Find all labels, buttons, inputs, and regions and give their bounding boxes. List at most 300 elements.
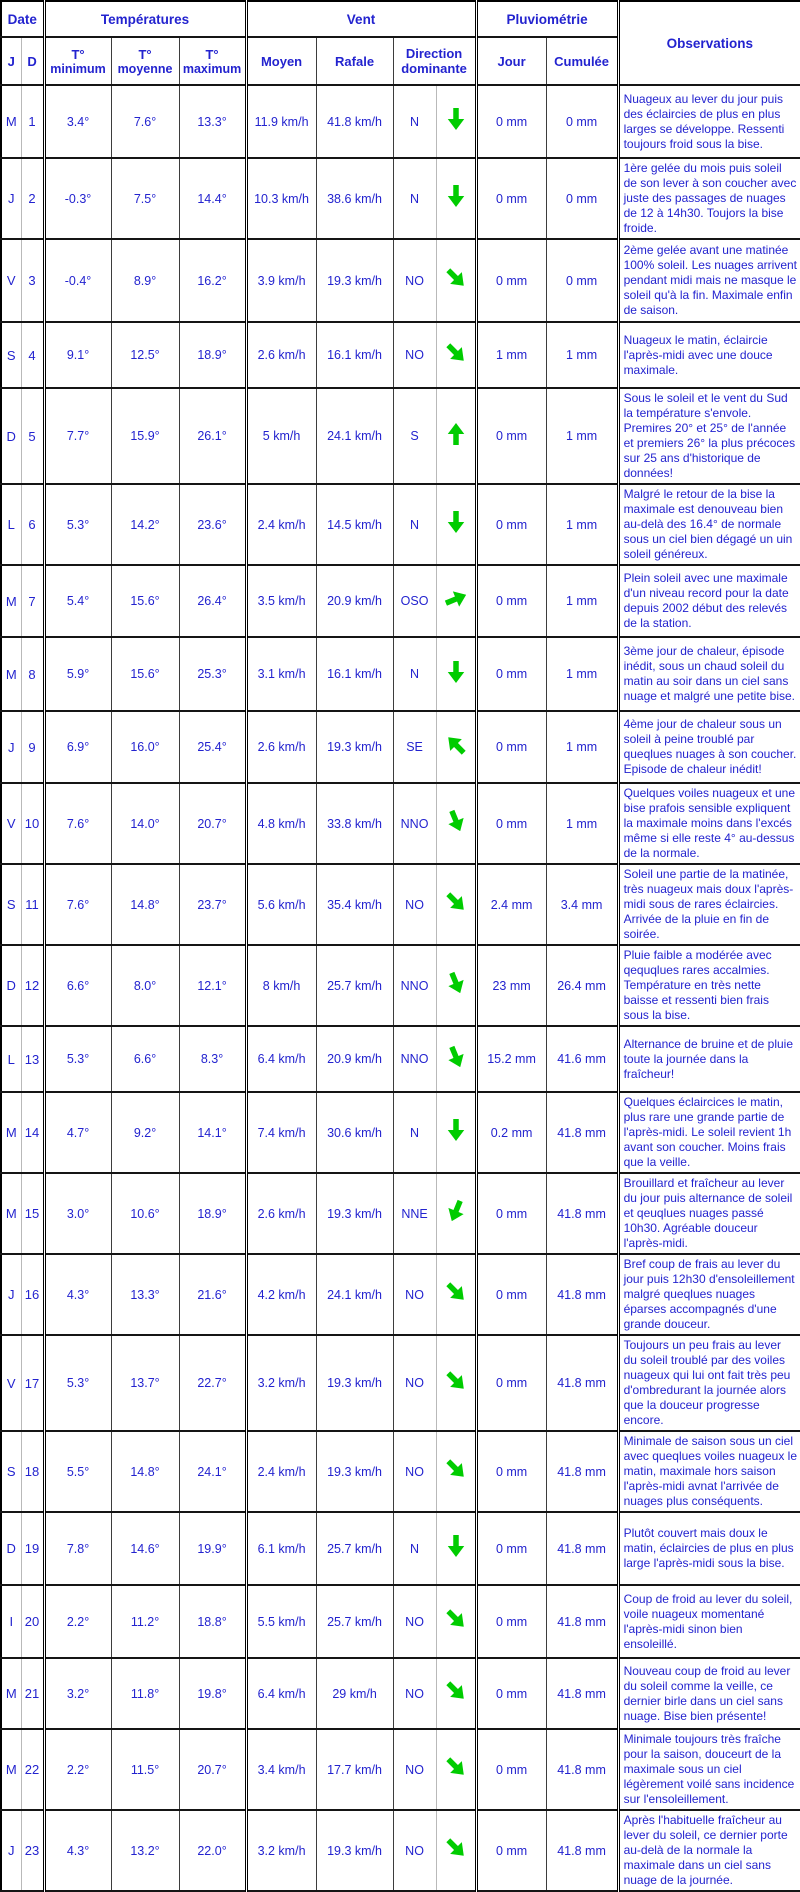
wind-direction-cell: NO	[393, 1585, 436, 1658]
header-temp-max	[179, 37, 246, 85]
rain-day-cell: 0 mm	[476, 565, 546, 637]
temp-min-cell: 6.6°	[44, 945, 111, 1026]
day-number-cell: 2	[21, 158, 44, 239]
table-row	[1, 1335, 800, 1431]
wind-gust-cell: 20.9 km/h	[316, 1026, 393, 1092]
day-letter-cell: M	[1, 565, 21, 637]
rain-cumul-cell: 1 mm	[546, 484, 618, 565]
temp-max-cell: 13.3°	[179, 85, 246, 158]
day-number-cell: 1	[21, 85, 44, 158]
wind-arrow-cell	[436, 1658, 476, 1729]
day-letter-cell: M	[1, 1092, 21, 1173]
wind-avg-cell: 8 km/h	[246, 945, 316, 1026]
temp-min-cell: 7.7°	[44, 388, 111, 484]
wind-direction-cell: NO	[393, 1335, 436, 1431]
header-wind-direction-line1: Direction	[405, 46, 463, 61]
temp-min-cell: 5.3°	[44, 1335, 111, 1431]
table-row	[1, 85, 800, 158]
table-row	[1, 1173, 800, 1254]
day-number-cell: 14	[21, 1092, 44, 1173]
observations-cell: Sous le soleil et le vent du Sud la température s'envole. Premires 20° et 25° de l'année et premiers 26° la plus précoces sur 25 ans d'historique de données!	[618, 388, 800, 484]
temp-moy-cell: 7.5°	[111, 158, 179, 239]
observations-cell: Malgré le retour de la bise la maximale est denouveau bien au-delà des 16.4° de normale sous un ciel bien dégagé un uin soleil généreux.	[618, 484, 800, 565]
day-number-cell: 18	[21, 1431, 44, 1512]
wind-direction-arrow-icon	[445, 511, 467, 533]
wind-direction-arrow-icon	[440, 1603, 471, 1634]
rain-cumul-cell: 1 mm	[546, 322, 618, 388]
day-number-cell: 23	[21, 1810, 44, 1891]
rain-day-cell: 0 mm	[476, 1512, 546, 1585]
wind-arrow-cell	[436, 1512, 476, 1585]
wind-avg-cell: 3.2 km/h	[246, 1335, 316, 1431]
wind-arrow-cell	[436, 945, 476, 1026]
wind-arrow-cell	[436, 783, 476, 864]
rain-day-cell: 0 mm	[476, 158, 546, 239]
day-letter-cell: J	[1, 1254, 21, 1335]
day-number-cell: 16	[21, 1254, 44, 1335]
table-row	[1, 1729, 800, 1810]
header-wind-avg: Moyen	[246, 37, 316, 85]
day-letter-cell: J	[1, 711, 21, 783]
rain-day-cell: 0 mm	[476, 1431, 546, 1512]
observations-cell: 4ème jour de chaleur sous un soleil à peine troublé par queqlues nuages à son coucher. Episode de chaleur inédit!	[618, 711, 800, 783]
temp-max-cell: 18.9°	[179, 1173, 246, 1254]
day-letter-cell: V	[1, 783, 21, 864]
wind-arrow-cell	[436, 1173, 476, 1254]
day-number-cell: 13	[21, 1026, 44, 1092]
wind-direction-cell: NO	[393, 1254, 436, 1335]
day-number-cell: 11	[21, 864, 44, 945]
day-letter-cell: I	[1, 1585, 21, 1658]
wind-avg-cell: 3.9 km/h	[246, 239, 316, 322]
rain-cumul-cell: 41.8 mm	[546, 1254, 618, 1335]
wind-arrow-cell	[436, 1431, 476, 1512]
rain-cumul-cell: 0 mm	[546, 85, 618, 158]
observations-cell: Alternance de bruine et de pluie toute la journée dans la fraîcheur!	[618, 1026, 800, 1092]
header-wind-direction	[393, 37, 476, 85]
wind-direction-arrow-icon	[440, 1276, 471, 1307]
observations-cell: Nuageux le matin, éclaircie l'après-midi avec une douce maximale.	[618, 322, 800, 388]
header-temperatures-group: Températures	[44, 1, 246, 37]
wind-direction-cell: N	[393, 1512, 436, 1585]
temp-moy-cell: 8.0°	[111, 945, 179, 1026]
wind-direction-cell: OSO	[393, 565, 436, 637]
temp-max-cell: 12.1°	[179, 945, 246, 1026]
wind-gust-cell: 41.8 km/h	[316, 85, 393, 158]
wind-avg-cell: 2.6 km/h	[246, 322, 316, 388]
rain-cumul-cell: 41.8 mm	[546, 1335, 618, 1431]
table-row	[1, 1026, 800, 1092]
temp-moy-cell: 15.6°	[111, 637, 179, 711]
observations-cell: Pluie faible a modérée avec qequqlues rares accalmies. Température en très nette baisse et ressenti bien frais sous la bise.	[618, 945, 800, 1026]
wind-direction-cell: NO	[393, 1431, 436, 1512]
wind-gust-cell: 30.6 km/h	[316, 1092, 393, 1173]
wind-direction-arrow-icon	[440, 337, 471, 368]
header-temp-min-line1: T°	[71, 46, 85, 62]
rain-day-cell: 0 mm	[476, 1729, 546, 1810]
wind-direction-arrow-icon	[440, 1365, 471, 1396]
temp-max-cell: 26.1°	[179, 388, 246, 484]
rain-day-cell: 0 mm	[476, 239, 546, 322]
observations-cell: Coup de froid au lever du soleil, voile nuageux momentané l'après-midi sinon bien ensoleillé.	[618, 1585, 800, 1658]
observations-cell: 2ème gelée avant une matinée 100% soleil. Les nuages arrivent pendant midi mais ne masque le soleil qu'à la fin. Maximale enfin de saison.	[618, 239, 800, 322]
header-rain-cumul: Cumulée	[546, 37, 618, 85]
table-row	[1, 945, 800, 1026]
day-letter-cell: J	[1, 1810, 21, 1891]
day-number-cell: 12	[21, 945, 44, 1026]
observations-cell: Plutôt couvert mais doux le matin, éclaircies de plus en plus large l'après-midi sous la bise.	[618, 1512, 800, 1585]
temp-max-cell: 19.8°	[179, 1658, 246, 1729]
temp-min-cell: 5.4°	[44, 565, 111, 637]
rain-day-cell: 0 mm	[476, 1173, 546, 1254]
temp-min-cell: -0.4°	[44, 239, 111, 322]
wind-arrow-cell	[436, 1729, 476, 1810]
wind-gust-cell: 19.3 km/h	[316, 1810, 393, 1891]
table-row	[1, 711, 800, 783]
day-letter-cell: S	[1, 864, 21, 945]
header-temp-moy	[111, 37, 179, 85]
wind-arrow-cell	[436, 388, 476, 484]
wind-gust-cell: 19.3 km/h	[316, 711, 393, 783]
wind-gust-cell: 38.6 km/h	[316, 158, 393, 239]
wind-arrow-cell	[436, 158, 476, 239]
header-temp-max-line1: T°	[205, 46, 219, 62]
temp-max-cell: 20.7°	[179, 783, 246, 864]
day-letter-cell: V	[1, 239, 21, 322]
wind-arrow-cell	[436, 637, 476, 711]
observations-cell: Plein soleil avec une maximale d'un niveau record pour la date depuis 2002 début des relevés de la station.	[618, 565, 800, 637]
rain-cumul-cell: 41.8 mm	[546, 1512, 618, 1585]
observations-cell: Nouveau coup de froid au lever du soleil comme la veille, ce dernier birle dans un ciel sans nuage. Bise bien présente!	[618, 1658, 800, 1729]
table-row	[1, 322, 800, 388]
temp-moy-cell: 12.5°	[111, 322, 179, 388]
temp-moy-cell: 8.9°	[111, 239, 179, 322]
temp-max-cell: 22.7°	[179, 1335, 246, 1431]
observations-cell: Après l'habituelle fraîcheur au lever du soleil, ce dernier porte au-delà de la normale la maximale dans un ciel sans nuage de la journée.	[618, 1810, 800, 1891]
rain-cumul-cell: 41.8 mm	[546, 1658, 618, 1729]
temp-max-cell: 22.0°	[179, 1810, 246, 1891]
wind-arrow-cell	[436, 1254, 476, 1335]
wind-direction-arrow-icon	[441, 969, 470, 998]
observations-cell: Quelques voiles nuageux et une bise prafois sensible expliquent la maximale moins dans l'excés même si elle reste 4° au-dessus de la normale.	[618, 783, 800, 864]
day-letter-cell: M	[1, 85, 21, 158]
header-wind-gust: Rafale	[316, 37, 393, 85]
day-letter-cell: L	[1, 1026, 21, 1092]
wind-avg-cell: 2.6 km/h	[246, 711, 316, 783]
temp-max-cell: 26.4°	[179, 565, 246, 637]
temp-moy-cell: 11.2°	[111, 1585, 179, 1658]
table-row	[1, 1431, 800, 1512]
wind-arrow-cell	[436, 1335, 476, 1431]
wind-direction-arrow-icon	[441, 1042, 470, 1071]
temp-moy-cell: 13.3°	[111, 1254, 179, 1335]
rain-day-cell: 0 mm	[476, 1335, 546, 1431]
temp-max-cell: 8.3°	[179, 1026, 246, 1092]
weather-table-body	[1, 85, 800, 1891]
temp-max-cell: 23.7°	[179, 864, 246, 945]
wind-arrow-cell	[436, 1026, 476, 1092]
day-number-cell: 9	[21, 711, 44, 783]
wind-direction-arrow-icon	[445, 1535, 467, 1557]
temp-moy-cell: 14.6°	[111, 1512, 179, 1585]
temp-min-cell: 7.6°	[44, 864, 111, 945]
wind-gust-cell: 19.3 km/h	[316, 1431, 393, 1512]
day-letter-cell: D	[1, 945, 21, 1026]
wind-direction-arrow-icon	[440, 1751, 471, 1782]
table-row	[1, 565, 800, 637]
wind-direction-cell: N	[393, 158, 436, 239]
temp-min-cell: 4.7°	[44, 1092, 111, 1173]
temp-moy-cell: 14.8°	[111, 864, 179, 945]
wind-avg-cell: 4.8 km/h	[246, 783, 316, 864]
observations-cell: 3ème jour de chaleur, épisode inédit, sous un chaud soleil du matin au soir dans un ciel sans nuage et malgré une petite bise.	[618, 637, 800, 711]
rain-day-cell: 23 mm	[476, 945, 546, 1026]
wind-arrow-cell	[436, 1585, 476, 1658]
day-letter-cell: D	[1, 388, 21, 484]
temp-max-cell: 24.1°	[179, 1431, 246, 1512]
rain-cumul-cell: 41.8 mm	[546, 1173, 618, 1254]
wind-direction-arrow-icon	[440, 1453, 471, 1484]
day-number-cell: 15	[21, 1173, 44, 1254]
rain-day-cell: 0 mm	[476, 388, 546, 484]
wind-direction-cell: NNO	[393, 783, 436, 864]
wind-direction-arrow-icon	[440, 1832, 471, 1863]
wind-avg-cell: 6.4 km/h	[246, 1658, 316, 1729]
rain-cumul-cell: 1 mm	[546, 565, 618, 637]
rain-day-cell: 1 mm	[476, 322, 546, 388]
day-number-cell: 4	[21, 322, 44, 388]
wind-avg-cell: 6.4 km/h	[246, 1026, 316, 1092]
rain-day-cell: 0 mm	[476, 85, 546, 158]
table-header	[1, 1, 800, 85]
day-number-cell: 17	[21, 1335, 44, 1431]
temp-min-cell: -0.3°	[44, 158, 111, 239]
temp-moy-cell: 14.0°	[111, 783, 179, 864]
observations-cell: 1ère gelée du mois puis soleil de son lever à son coucher avec juste des passages de nuages de 12 à 14h30. Toujors la bise froide.	[618, 158, 800, 239]
temp-max-cell: 19.9°	[179, 1512, 246, 1585]
temp-min-cell: 4.3°	[44, 1810, 111, 1891]
wind-avg-cell: 5 km/h	[246, 388, 316, 484]
wind-direction-cell: NO	[393, 864, 436, 945]
wind-gust-cell: 25.7 km/h	[316, 945, 393, 1026]
rain-day-cell: 0 mm	[476, 1658, 546, 1729]
day-number-cell: 22	[21, 1729, 44, 1810]
observations-cell: Nuageux au lever du jour puis des éclaircies de plus en plus larges se développe. Ressenti toujours froid sous la bise.	[618, 85, 800, 158]
wind-arrow-cell	[436, 565, 476, 637]
wind-direction-arrow-icon	[440, 1675, 471, 1706]
table-row	[1, 1585, 800, 1658]
wind-gust-cell: 17.7 km/h	[316, 1729, 393, 1810]
table-row	[1, 1810, 800, 1891]
wind-arrow-cell	[436, 864, 476, 945]
wind-direction-cell: NO	[393, 1658, 436, 1729]
wind-arrow-cell	[436, 85, 476, 158]
rain-day-cell: 0 mm	[476, 783, 546, 864]
rain-day-cell: 0 mm	[476, 484, 546, 565]
header-temp-min-line2: minimum	[50, 61, 106, 76]
day-number-cell: 10	[21, 783, 44, 864]
header-vent-group: Vent	[246, 1, 476, 37]
wind-arrow-cell	[436, 239, 476, 322]
day-letter-cell: J	[1, 158, 21, 239]
temp-min-cell: 6.9°	[44, 711, 111, 783]
temp-max-cell: 14.1°	[179, 1092, 246, 1173]
temp-moy-cell: 10.6°	[111, 1173, 179, 1254]
wind-avg-cell: 2.4 km/h	[246, 484, 316, 565]
observations-cell: Minimale de saison sous un ciel avec queqlues voiles nuageux le matin, maximale hors saison l'après-midi avnat l'arrivée de nuages plus conséquents.	[618, 1431, 800, 1512]
rain-cumul-cell: 26.4 mm	[546, 945, 618, 1026]
wind-gust-cell: 16.1 km/h	[316, 322, 393, 388]
day-number-cell: 5	[21, 388, 44, 484]
temp-min-cell: 3.2°	[44, 1658, 111, 1729]
temp-moy-cell: 15.9°	[111, 388, 179, 484]
header-day-letter: J	[1, 37, 21, 85]
observations-cell: Quelques éclaircices le matin, plus rare une grande partie de l'après-midi. Le soleil revient 1h avant son coucher. Moins frais que la veille.	[618, 1092, 800, 1173]
table-row	[1, 864, 800, 945]
wind-gust-cell: 16.1 km/h	[316, 637, 393, 711]
day-number-cell: 20	[21, 1585, 44, 1658]
wind-direction-arrow-icon	[445, 423, 467, 445]
header-temp-moy-line1: T°	[138, 46, 152, 62]
wind-direction-arrow-icon	[440, 262, 471, 293]
day-letter-cell: V	[1, 1335, 21, 1431]
header-temp-min	[44, 37, 111, 85]
temp-max-cell: 23.6°	[179, 484, 246, 565]
wind-gust-cell: 33.8 km/h	[316, 783, 393, 864]
wind-direction-cell: NNO	[393, 1026, 436, 1092]
wind-avg-cell: 3.2 km/h	[246, 1810, 316, 1891]
temp-min-cell: 2.2°	[44, 1729, 111, 1810]
observations-cell: Brouillard et fraîcheur au lever du jour puis alternance de soleil et qeuqlues nuages passé 10h30. Agréable douceur l'après-midi.	[618, 1173, 800, 1254]
wind-direction-cell: NO	[393, 322, 436, 388]
wind-direction-cell: N	[393, 85, 436, 158]
temp-moy-cell: 9.2°	[111, 1092, 179, 1173]
wind-arrow-cell	[436, 711, 476, 783]
wind-direction-cell: N	[393, 637, 436, 711]
temp-moy-cell: 11.5°	[111, 1729, 179, 1810]
day-letter-cell: M	[1, 1729, 21, 1810]
rain-cumul-cell: 1 mm	[546, 637, 618, 711]
temp-min-cell: 5.3°	[44, 484, 111, 565]
header-temp-max-line2: maximum	[182, 61, 242, 76]
header-date-group: Date	[1, 1, 44, 37]
wind-avg-cell: 2.4 km/h	[246, 1431, 316, 1512]
rain-cumul-cell: 41.8 mm	[546, 1092, 618, 1173]
rain-day-cell: 0 mm	[476, 637, 546, 711]
table-row	[1, 1512, 800, 1585]
observations-cell: Bref coup de frais au lever du jour puis 12h30 d'ensoleillement malgré queqlues nuages éparses accompagnés d'une grande douceur.	[618, 1254, 800, 1335]
header-rain-day: Jour	[476, 37, 546, 85]
rain-cumul-cell: 41.8 mm	[546, 1810, 618, 1891]
table-row	[1, 1254, 800, 1335]
day-letter-cell: S	[1, 1431, 21, 1512]
day-number-cell: 7	[21, 565, 44, 637]
rain-cumul-cell: 1 mm	[546, 711, 618, 783]
temp-max-cell: 20.7°	[179, 1729, 246, 1810]
temp-moy-cell: 6.6°	[111, 1026, 179, 1092]
wind-gust-cell: 20.9 km/h	[316, 565, 393, 637]
table-row	[1, 484, 800, 565]
header-wind-direction-line2: dominante	[401, 61, 467, 76]
wind-direction-arrow-icon	[440, 729, 471, 760]
wind-arrow-cell	[436, 1810, 476, 1891]
wind-avg-cell: 3.4 km/h	[246, 1729, 316, 1810]
temp-max-cell: 25.3°	[179, 637, 246, 711]
wind-direction-cell: SE	[393, 711, 436, 783]
wind-avg-cell: 2.6 km/h	[246, 1173, 316, 1254]
rain-cumul-cell: 1 mm	[546, 783, 618, 864]
header-pluviometrie-group: Pluviométrie	[476, 1, 618, 37]
rain-day-cell: 0.2 mm	[476, 1092, 546, 1173]
table-row	[1, 158, 800, 239]
wind-direction-arrow-icon	[441, 1197, 470, 1226]
wind-gust-cell: 25.7 km/h	[316, 1585, 393, 1658]
rain-cumul-cell: 0 mm	[546, 158, 618, 239]
wind-direction-arrow-icon	[445, 1119, 467, 1141]
temp-max-cell: 21.6°	[179, 1254, 246, 1335]
wind-direction-cell: NO	[393, 1810, 436, 1891]
day-letter-cell: M	[1, 1173, 21, 1254]
wind-direction-cell: S	[393, 388, 436, 484]
wind-gust-cell: 25.7 km/h	[316, 1512, 393, 1585]
wind-direction-cell: NO	[393, 1729, 436, 1810]
rain-cumul-cell: 1 mm	[546, 388, 618, 484]
temp-max-cell: 18.9°	[179, 322, 246, 388]
rain-day-cell: 2.4 mm	[476, 864, 546, 945]
day-letter-cell: M	[1, 1658, 21, 1729]
wind-gust-cell: 19.3 km/h	[316, 1335, 393, 1431]
temp-min-cell: 7.6°	[44, 783, 111, 864]
temp-min-cell: 5.9°	[44, 637, 111, 711]
wind-gust-cell: 19.3 km/h	[316, 239, 393, 322]
day-letter-cell: S	[1, 322, 21, 388]
table-row	[1, 637, 800, 711]
day-letter-cell: L	[1, 484, 21, 565]
wind-direction-arrow-icon	[445, 661, 467, 683]
wind-arrow-cell	[436, 322, 476, 388]
wind-avg-cell: 5.6 km/h	[246, 864, 316, 945]
day-number-cell: 8	[21, 637, 44, 711]
temp-min-cell: 7.8°	[44, 1512, 111, 1585]
rain-day-cell: 0 mm	[476, 1810, 546, 1891]
table-row	[1, 239, 800, 322]
wind-avg-cell: 6.1 km/h	[246, 1512, 316, 1585]
wind-direction-cell: N	[393, 1092, 436, 1173]
temp-moy-cell: 15.6°	[111, 565, 179, 637]
day-letter-cell: D	[1, 1512, 21, 1585]
day-number-cell: 3	[21, 239, 44, 322]
wind-avg-cell: 10.3 km/h	[246, 158, 316, 239]
temp-min-cell: 3.0°	[44, 1173, 111, 1254]
temp-moy-cell: 7.6°	[111, 85, 179, 158]
rain-cumul-cell: 3.4 mm	[546, 864, 618, 945]
group-header-row	[1, 1, 800, 37]
header-temp-moy-line2: moyenne	[117, 61, 173, 76]
day-number-cell: 19	[21, 1512, 44, 1585]
day-letter-cell: M	[1, 637, 21, 711]
wind-avg-cell: 7.4 km/h	[246, 1092, 316, 1173]
temp-moy-cell: 13.2°	[111, 1810, 179, 1891]
wind-avg-cell: 5.5 km/h	[246, 1585, 316, 1658]
rain-cumul-cell: 41.8 mm	[546, 1585, 618, 1658]
temp-moy-cell: 16.0°	[111, 711, 179, 783]
temp-moy-cell: 13.7°	[111, 1335, 179, 1431]
temp-min-cell: 5.5°	[44, 1431, 111, 1512]
table-row	[1, 783, 800, 864]
temp-max-cell: 18.8°	[179, 1585, 246, 1658]
temp-max-cell: 16.2°	[179, 239, 246, 322]
temp-min-cell: 9.1°	[44, 322, 111, 388]
